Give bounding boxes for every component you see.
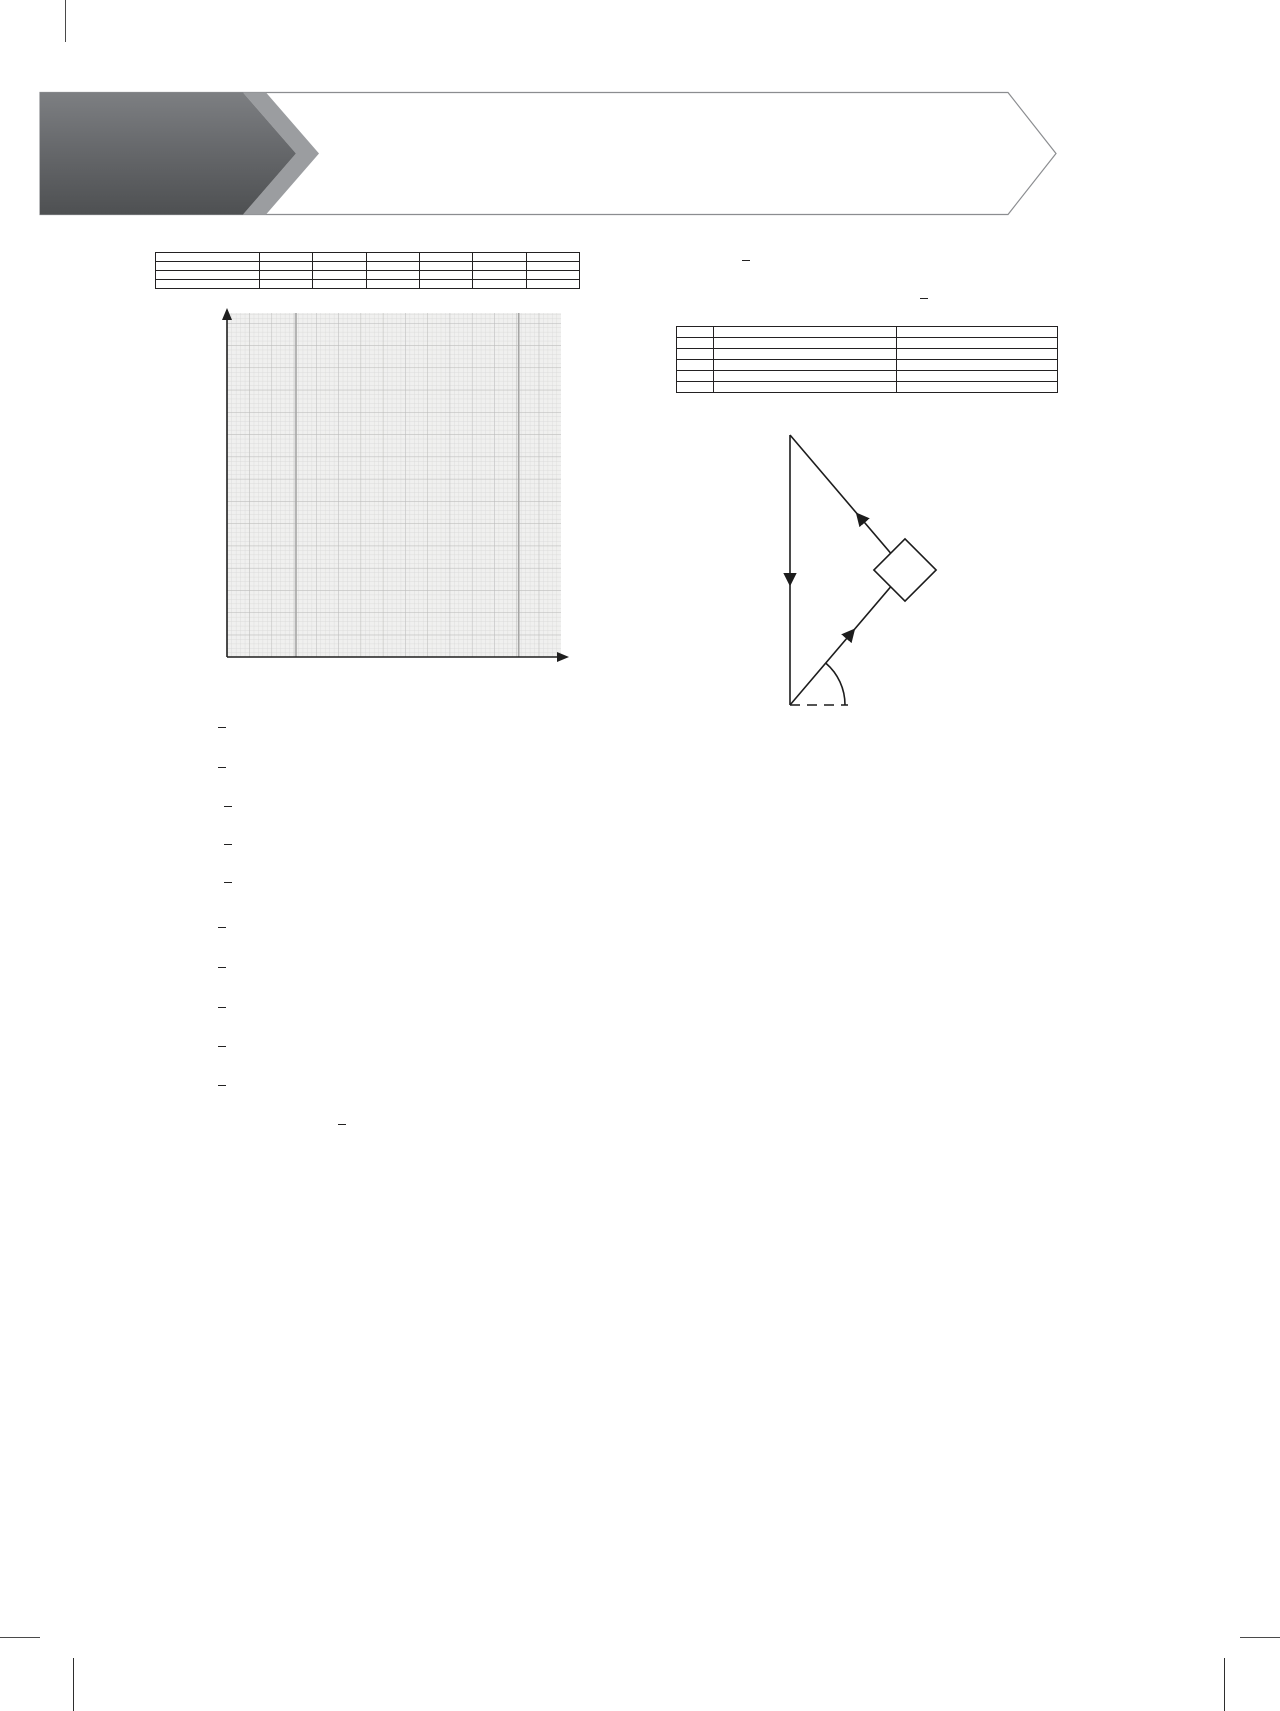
crop-mark-left bbox=[0, 1637, 40, 1638]
answer-line bbox=[668, 240, 1058, 280]
t2-vs-l-graph bbox=[155, 299, 580, 707]
fraction bbox=[218, 1085, 226, 1086]
fraction bbox=[218, 767, 226, 768]
table-row bbox=[156, 253, 580, 262]
answer-line bbox=[155, 1027, 580, 1065]
vector-diagram bbox=[668, 429, 998, 725]
fraction bbox=[218, 1046, 226, 1047]
results-table bbox=[155, 252, 580, 289]
tension-lower-arrow bbox=[847, 631, 853, 638]
x-axis-arrow bbox=[557, 652, 569, 662]
fraction bbox=[742, 260, 750, 261]
table-row bbox=[156, 262, 580, 271]
table-row bbox=[156, 271, 580, 280]
answer-line bbox=[155, 1065, 580, 1105]
answer-line bbox=[155, 987, 580, 1027]
fraction bbox=[218, 727, 226, 728]
table-row bbox=[677, 349, 1058, 360]
fraction bbox=[218, 927, 226, 928]
answer-line bbox=[155, 707, 580, 747]
table-row bbox=[677, 360, 1058, 371]
instruments-table bbox=[676, 326, 1058, 393]
answer-line bbox=[155, 947, 580, 987]
fraction bbox=[224, 882, 232, 883]
fraction bbox=[920, 298, 928, 299]
vector-diagram-block bbox=[668, 429, 1058, 729]
line-graph bbox=[173, 299, 593, 707]
left-column bbox=[155, 236, 580, 1143]
answer-line bbox=[155, 787, 580, 825]
fraction bbox=[338, 1124, 346, 1125]
crop-mark-right bbox=[1240, 1637, 1280, 1638]
header-banner bbox=[0, 0, 1280, 230]
answer-line bbox=[155, 863, 580, 901]
right-column bbox=[668, 240, 1058, 729]
fraction bbox=[224, 806, 232, 807]
grid-major bbox=[227, 313, 561, 657]
fraction bbox=[218, 967, 226, 968]
answer-line bbox=[155, 747, 580, 787]
answer-line bbox=[155, 1105, 580, 1143]
footer-bar-right bbox=[1224, 1658, 1225, 1711]
angle-arc bbox=[826, 663, 845, 705]
right-angle-box bbox=[874, 539, 936, 601]
banner-arrow bbox=[40, 93, 296, 215]
table-row bbox=[677, 327, 1058, 338]
tension-upper-line bbox=[790, 435, 905, 570]
table-row bbox=[156, 280, 580, 289]
table-row bbox=[677, 382, 1058, 393]
answer-line bbox=[155, 907, 580, 947]
answer-line bbox=[155, 825, 580, 863]
fraction bbox=[224, 844, 232, 845]
tension-upper-arrow bbox=[858, 515, 864, 522]
fraction bbox=[218, 1007, 226, 1008]
banner-graphic bbox=[0, 0, 1280, 230]
answer-line bbox=[668, 280, 1058, 316]
table-row bbox=[677, 371, 1058, 382]
footer-bar-left bbox=[73, 1658, 74, 1711]
table-row bbox=[677, 338, 1058, 349]
